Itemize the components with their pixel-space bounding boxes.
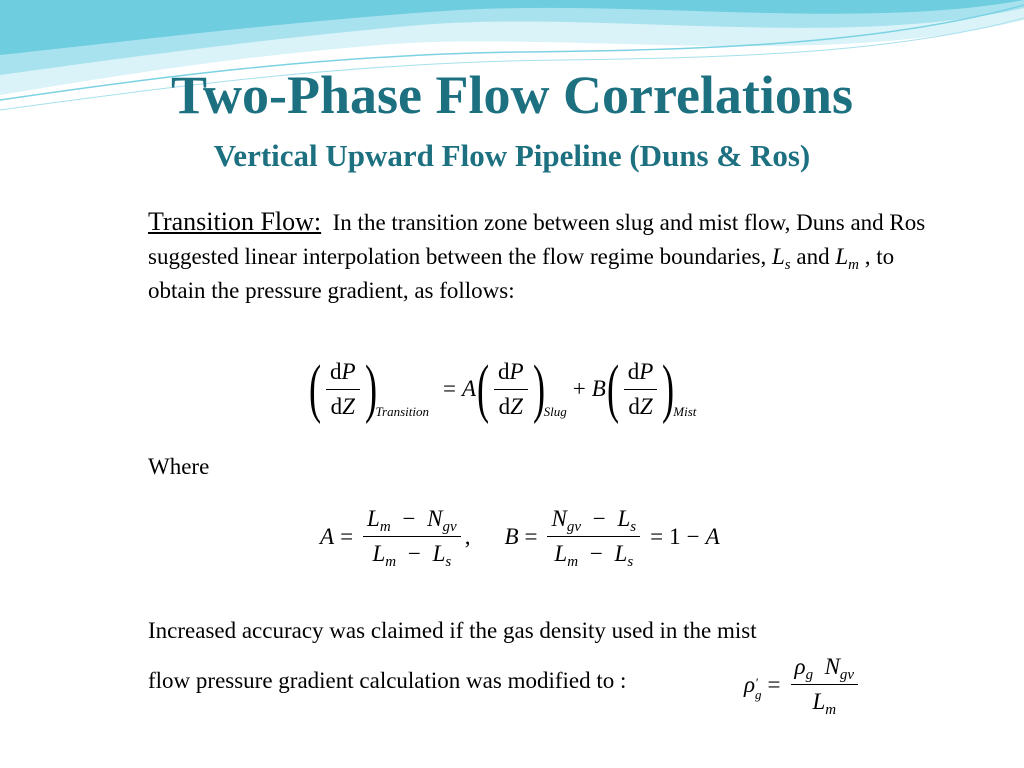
where-label: Where bbox=[148, 454, 210, 479]
gradient-slug: ( $\frac{dP}{dZ}$ ) Slug bbox=[476, 352, 567, 425]
paragraph-text: In the transition zone between slug and mist flow, Duns and Ros suggested linear interpolation between the flow regime boundaries, bbox=[148, 210, 926, 269]
subscript-transition: Transition bbox=[375, 404, 429, 419]
lm-symbol: L bbox=[835, 244, 849, 269]
coefficient-a-fraction: $\frac{L_m - N_{gv}}{L_m - L_s}$ bbox=[363, 504, 461, 569]
accuracy-paragraph: Increased accuracy was claimed if the gas density used in the mist bbox=[148, 618, 757, 643]
subscript-mist: Mist bbox=[673, 404, 697, 419]
and-word: and bbox=[796, 244, 830, 269]
modified-gas-density-equation: ρ ' g = $\frac{\rho_g N_{gv}}{L_m}$ bbox=[744, 652, 862, 717]
transition-pressure-gradient-equation: ( $\frac{dP}{dZ}$ ) Transition = A ( $\frac{dP}{dZ}$ ) Slug + B ( $\frac{dP}{dZ}$ ) Mist bbox=[308, 352, 697, 425]
lm-subscript: m bbox=[848, 257, 859, 273]
gradient-mist: ( $\frac{dP}{dZ}$ ) Mist bbox=[606, 352, 697, 425]
ls-symbol: L bbox=[772, 244, 785, 269]
ls-subscript: s bbox=[784, 257, 791, 273]
transition-flow-paragraph bbox=[148, 205, 938, 308]
interpolation-coefficients-equation: A = $\frac{L_m - N_{gv}}{L_m - L_s}$ , B = $\frac{N_{gv} - L_s}{L_m - L_s}$ = 1 − A bbox=[320, 506, 720, 570]
coefficient-a: A bbox=[461, 376, 477, 401]
subscript-slug: Slug bbox=[543, 404, 567, 419]
paragraph-text-end: , to obtain the pressure gradient, as follows: bbox=[148, 244, 895, 303]
gradient-transition: ( $\frac{dP}{dZ}$ ) Transition bbox=[308, 352, 429, 425]
modified-density-paragraph: flow pressure gradient calculation was modified to : bbox=[148, 668, 627, 693]
page-title: Two-Phase Flow Correlations bbox=[171, 65, 853, 125]
density-fraction: $\frac{\rho_g N_{gv}}{L_m}$ bbox=[791, 652, 859, 717]
coefficient-b: B bbox=[591, 376, 606, 401]
coefficient-b-fraction: $\frac{N_{gv} - L_s}{L_m - L_s}$ bbox=[547, 504, 640, 569]
transition-flow-heading: Transition Flow: bbox=[148, 207, 322, 236]
page-subtitle: Vertical Upward Flow Pipeline (Duns & Ros) bbox=[213, 138, 811, 173]
